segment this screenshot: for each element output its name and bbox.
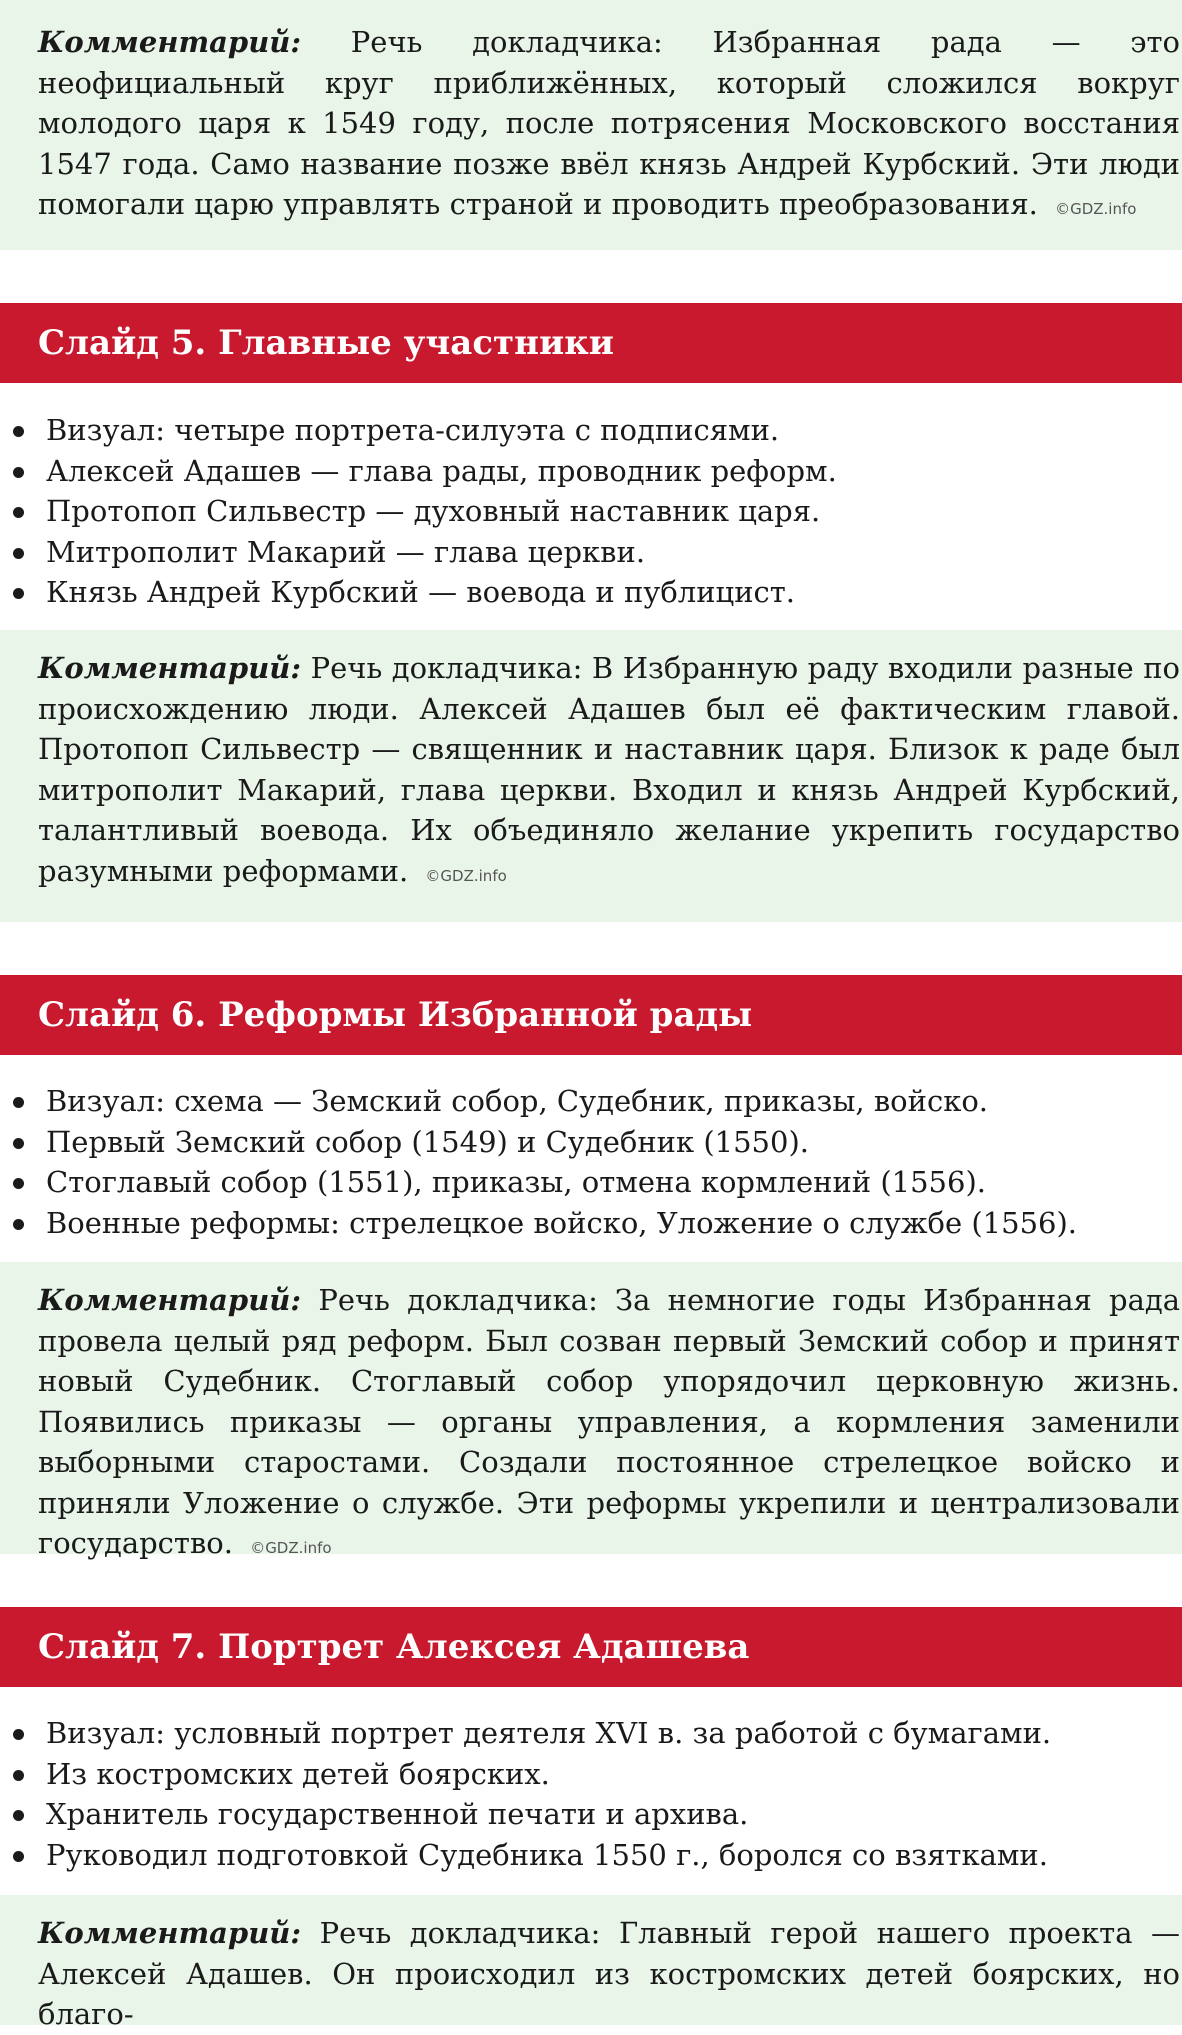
- bullet-item: Визуал: четыре портрета-силуэта с подписями.: [0, 410, 837, 451]
- bullet-item: Визуал: условный портрет деятеля XVI в. за работой с бумагами.: [0, 1713, 1051, 1754]
- comment-text: Речь докладчика: За немногие годы Избранная рада провела целый ряд реформ. Был созван первый Земский собор и принят новый Судебник. Стоглавый собор упорядочил церковную жизнь. Появились приказы — органы управления, а кормления заменили выборными старостами. Создали постоянное стрелецкое войско и приняли Уложение о службе. Эти реформы укрепили и централизовали государство.: [38, 1283, 1181, 1560]
- slide-6-bullets: [0, 1081, 1077, 1243]
- bullet-item: Первый Земский собор (1549) и Судебник (1550).: [0, 1122, 1077, 1163]
- comment-label: Комментарий:: [38, 25, 302, 59]
- bullet-item: Митрополит Макарий — глава церкви.: [0, 532, 837, 573]
- slide-7-bullets: [0, 1713, 1051, 1875]
- bullet-item: Стоглавый собор (1551), приказы, отмена кормлений (1556).: [0, 1162, 1077, 1203]
- watermark: ©GDZ.info: [250, 1539, 332, 1557]
- comment-block-slide-7: [0, 1895, 1182, 2031]
- comment-text: Речь докладчика: В Избранную раду входили разные по происхождению люди. Алексей Адашев был её фактическим главой. Протопоп Сильвестр — священник и наставник царя. Близок к раде был митрополит Макарий, глава церкви. Входил и князь Андрей Курбский, талантливый воевода. Их объединяло желание укрепить государство разумными реформами.: [38, 651, 1180, 888]
- slide-5-bullets: [0, 410, 837, 613]
- slide-7-header: Слайд 7. Портрет Алексея Адашева: [0, 1607, 1182, 1687]
- slide-6-header: Слайд 6. Реформы Избранной рады: [0, 975, 1182, 1055]
- comment-label: Комментарий:: [38, 1916, 302, 1950]
- comment-block-intro: [0, 0, 1182, 250]
- comment-text: Речь докладчика: Главный герой нашего проекта — Алексей Адашев. Он происходил из костромских детей боярских, но благо-: [38, 1916, 1181, 2031]
- bullet-item: Военные реформы: стрелецкое войско, Уложение о службе (1556).: [0, 1203, 1077, 1244]
- bullet-item: Князь Андрей Курбский — воевода и публицист.: [0, 572, 837, 613]
- watermark: ©GDZ.info: [1055, 200, 1137, 218]
- watermark: ©GDZ.info: [425, 866, 507, 885]
- slide-5-header: Слайд 5. Главные участники: [0, 303, 1182, 383]
- comment-text: Речь докладчика: Избранная рада — это неофициальный круг приближённых, который сложился вокруг молодого царя к 1549 году, после потрясения Московского восстания 1547 года. Само название позже ввёл князь Андрей Курбский. Эти люди помогали царю управлять страной и проводить преобразования.: [38, 25, 1181, 221]
- comment-label: Комментарий:: [38, 1283, 302, 1317]
- bullet-item: Руководил подготовкой Судебника 1550 г., боролся со взятками.: [0, 1835, 1051, 1876]
- comment-block-slide-6: [0, 1262, 1182, 1560]
- comment-block-slide-5: [0, 630, 1182, 922]
- bullet-item: Алексей Адашев — глава рады, проводник реформ.: [0, 451, 837, 492]
- bullet-item: Из костромских детей боярских.: [0, 1754, 1051, 1795]
- bullet-item: Протопоп Сильвестр — духовный наставник царя.: [0, 491, 837, 532]
- comment-label: Комментарий:: [38, 651, 302, 685]
- bullet-item: Хранитель государственной печати и архива.: [0, 1794, 1051, 1835]
- bullet-item: Визуал: схема — Земский собор, Судебник, приказы, войско.: [0, 1081, 1077, 1122]
